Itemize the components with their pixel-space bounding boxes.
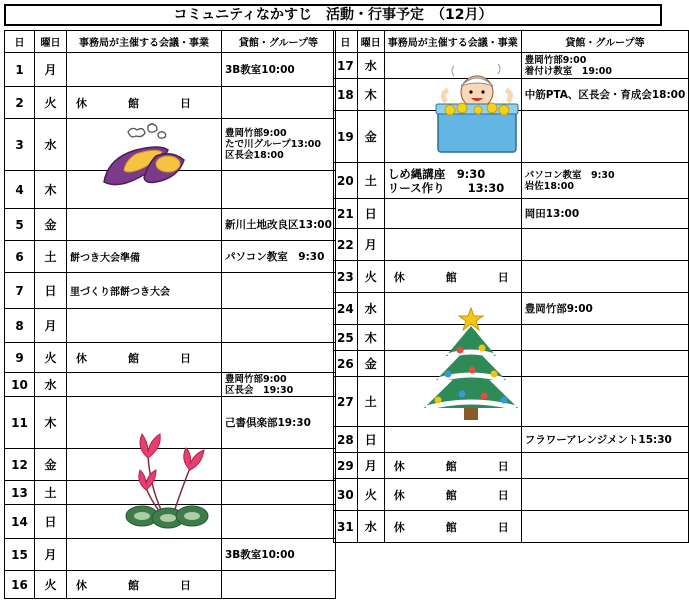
table-row (334, 163, 689, 199)
table-row (5, 87, 336, 119)
day-cell: 18 (334, 79, 358, 111)
closed-notice (388, 487, 509, 503)
group-event-line: フラワーアレンジメント15:30 (524, 433, 672, 446)
group-event-line: パソコン教室 9:30 (225, 250, 325, 263)
group-event-cell (222, 309, 336, 343)
closed-char: 日 (180, 578, 191, 592)
weekday-cell: 月 (35, 53, 67, 87)
group-event-line: パソコン教室 9:30 (524, 169, 615, 181)
group-event-line: 豊岡竹部9:00 (524, 302, 593, 315)
group-event-line: 豊岡竹部9:00 (524, 54, 587, 66)
office-event-cell (67, 87, 222, 119)
closed-char: 日 (180, 351, 191, 365)
group-event-line: 新川土地改良区13:00 (225, 218, 332, 231)
office-event-cell (67, 309, 222, 343)
group-event-cell (222, 373, 336, 397)
group-event-cell (222, 53, 336, 87)
closed-notice (388, 458, 509, 474)
group-event-cell (222, 397, 336, 449)
christmas-tree-illustration (418, 304, 524, 422)
closed-notice (388, 519, 509, 535)
group-event-cell (222, 273, 336, 309)
group-event-cell (222, 505, 336, 539)
closed-char: 休 (393, 520, 405, 534)
weekday-cell: 土 (35, 481, 67, 505)
group-event-cell (521, 377, 689, 427)
weekday-cell: 日 (357, 427, 384, 453)
group-event-line: 3B教室10:00 (225, 63, 295, 76)
closed-char: 館 (128, 351, 139, 365)
weekday-cell: 月 (35, 539, 67, 571)
page-title: コミュニティなかすじ 活動・行事予定 （12月） (4, 4, 662, 26)
office-event-line: 餅つき大会準備 (70, 253, 140, 264)
table-row (5, 273, 336, 309)
closed-char: 休 (76, 96, 87, 110)
group-event-cell (521, 111, 689, 163)
group-event-cell (222, 571, 336, 599)
group-event-cell (521, 79, 689, 111)
office-event-cell (67, 343, 222, 373)
office-event-cell (67, 373, 222, 397)
group-event-cell (521, 511, 689, 543)
weekday-cell: 月 (35, 309, 67, 343)
weekday-cell: 火 (357, 261, 384, 293)
closed-char: 日 (180, 96, 191, 110)
group-event-cell (521, 53, 689, 79)
day-cell: 26 (334, 351, 358, 377)
office-event-cell (67, 273, 222, 309)
group-event-cell (521, 351, 689, 377)
group-event-cell (222, 209, 336, 241)
day-cell: 1 (5, 53, 35, 87)
table-row (5, 209, 336, 241)
day-cell: 2 (5, 87, 35, 119)
group-event-line: 区長会 19:30 (225, 384, 294, 396)
weekday-cell: 水 (357, 53, 384, 79)
group-event-line: 岩佐18:00 (524, 180, 574, 192)
closed-char: 休 (76, 351, 87, 365)
table-row (334, 427, 689, 453)
group-event-cell (222, 343, 336, 373)
group-event-cell (521, 229, 689, 261)
office-event-cell (384, 427, 521, 453)
closed-char: 日 (497, 488, 509, 502)
group-event-cell (222, 241, 336, 273)
weekday-cell: 木 (35, 171, 67, 209)
day-cell: 8 (5, 309, 35, 343)
table-row (5, 241, 336, 273)
table-row (5, 571, 336, 599)
day-cell: 6 (5, 241, 35, 273)
day-cell: 21 (334, 199, 358, 229)
office-event-cell (384, 261, 521, 293)
closed-char: 館 (445, 270, 457, 284)
day-cell: 29 (334, 453, 358, 479)
group-event-line: 豊岡竹部9:00 (225, 373, 287, 385)
office-event-cell (384, 199, 521, 229)
header-office: 事務局が主催する会議・事業 (67, 31, 222, 53)
closed-char: 休 (393, 488, 405, 502)
group-event-line: 己書倶楽部19:30 (225, 416, 311, 429)
day-cell: 22 (334, 229, 358, 261)
day-cell: 24 (334, 293, 358, 325)
header-row (334, 31, 689, 53)
closed-char: 日 (497, 459, 509, 473)
day-cell: 3 (5, 119, 35, 171)
office-event-line: しめ縄講座 9:30 (387, 166, 486, 181)
weekday-cell: 土 (357, 377, 384, 427)
group-event-cell (222, 119, 336, 171)
table-row (5, 309, 336, 343)
day-cell: 25 (334, 325, 358, 351)
table-row (334, 479, 689, 511)
closed-notice (70, 95, 191, 111)
office-event-cell (384, 479, 521, 511)
day-cell: 5 (5, 209, 35, 241)
closed-char: 館 (445, 488, 457, 502)
group-event-cell (521, 199, 689, 229)
closed-notice (70, 350, 191, 366)
day-cell: 17 (334, 53, 358, 79)
group-event-cell (521, 453, 689, 479)
office-event-cell (384, 453, 521, 479)
group-event-cell (222, 449, 336, 481)
weekday-cell: 月 (357, 229, 384, 261)
weekday-cell: 日 (357, 199, 384, 229)
group-event-line: 岡田13:00 (524, 207, 580, 220)
table-row (5, 373, 336, 397)
day-cell: 28 (334, 427, 358, 453)
group-event-cell (521, 293, 689, 325)
day-cell: 30 (334, 479, 358, 511)
day-cell: 20 (334, 163, 358, 199)
closed-char: 日 (497, 270, 509, 284)
closed-char: 休 (393, 270, 405, 284)
weekday-cell: 火 (35, 87, 67, 119)
header-day: 日 (5, 31, 35, 53)
table-row (334, 511, 689, 543)
day-cell: 14 (5, 505, 35, 539)
table-row (5, 53, 336, 87)
day-cell: 11 (5, 397, 35, 449)
header-row (5, 31, 336, 53)
day-cell: 31 (334, 511, 358, 543)
day-cell: 16 (5, 571, 35, 599)
day-cell: 12 (5, 449, 35, 481)
office-event-cell (384, 511, 521, 543)
header-day: 日 (334, 31, 358, 53)
group-event-line: 着付け教室 19:00 (524, 65, 612, 77)
weekday-cell: 金 (357, 351, 384, 377)
office-event-line: 里づくり部餅つき大会 (70, 287, 170, 298)
group-event-line: 区長会18:00 (225, 150, 284, 161)
closed-char: 日 (497, 520, 509, 534)
weekday-cell: 火 (35, 571, 67, 599)
day-cell: 15 (5, 539, 35, 571)
table-row (334, 229, 689, 261)
closed-notice (388, 269, 509, 285)
day-cell: 19 (334, 111, 358, 163)
closed-char: 休 (76, 578, 87, 592)
group-event-line: 3B教室10:00 (225, 548, 295, 561)
group-event-cell (222, 171, 336, 209)
closed-char: 休 (393, 459, 405, 473)
day-cell: 4 (5, 171, 35, 209)
closed-notice (70, 577, 191, 593)
office-event-cell (67, 241, 222, 273)
closed-char: 館 (445, 520, 457, 534)
table-row (334, 261, 689, 293)
weekday-cell: 月 (357, 453, 384, 479)
office-event-line: リース作り 13:30 (387, 180, 505, 195)
weekday-cell: 火 (35, 343, 67, 373)
group-event-cell (521, 325, 689, 351)
weekday-cell: 木 (357, 325, 384, 351)
weekday-cell: 日 (35, 505, 67, 539)
table-row (334, 199, 689, 229)
weekday-cell: 土 (357, 163, 384, 199)
weekday-cell: 水 (35, 373, 67, 397)
group-event-cell (521, 163, 689, 199)
group-event-cell (222, 539, 336, 571)
group-event-line: 中筋PTA、区長会・育成会18:00 (524, 88, 686, 101)
weekday-cell: 金 (35, 449, 67, 481)
office-event-cell (384, 229, 521, 261)
header-weekday: 曜日 (357, 31, 384, 53)
table-row (5, 343, 336, 373)
weekday-cell: 水 (35, 119, 67, 171)
closed-char: 館 (128, 96, 139, 110)
weekday-cell: 木 (357, 79, 384, 111)
day-cell: 7 (5, 273, 35, 309)
table-row (334, 453, 689, 479)
group-event-cell (521, 261, 689, 293)
group-event-line: 豊岡竹部9:00 (225, 128, 287, 139)
day-cell: 23 (334, 261, 358, 293)
sweet-potato-illustration (98, 120, 190, 192)
day-cell: 13 (5, 481, 35, 505)
office-event-cell (67, 539, 222, 571)
header-group: 貸館・グループ等 (222, 31, 336, 53)
group-event-cell (222, 87, 336, 119)
office-event-cell (384, 163, 521, 199)
weekday-cell: 金 (35, 209, 67, 241)
bath-illustration (434, 66, 520, 154)
header-weekday: 曜日 (35, 31, 67, 53)
weekday-cell: 火 (357, 479, 384, 511)
header-group: 貸館・グループ等 (521, 31, 689, 53)
weekday-cell: 日 (35, 273, 67, 309)
table-row (5, 539, 336, 571)
office-event-cell (67, 571, 222, 599)
cyclamen-illustration (118, 432, 214, 530)
header-office: 事務局が主催する会議・事業 (384, 31, 521, 53)
group-event-cell (521, 427, 689, 453)
group-event-cell (222, 481, 336, 505)
office-event-cell (67, 209, 222, 241)
group-event-cell (521, 479, 689, 511)
weekday-cell: 水 (357, 511, 384, 543)
closed-char: 館 (128, 578, 139, 592)
weekday-cell: 土 (35, 241, 67, 273)
weekday-cell: 木 (35, 397, 67, 449)
office-event-cell (67, 53, 222, 87)
day-cell: 9 (5, 343, 35, 373)
day-cell: 10 (5, 373, 35, 397)
day-cell: 27 (334, 377, 358, 427)
group-event-line: たで川グループ13:00 (225, 139, 321, 150)
weekday-cell: 水 (357, 293, 384, 325)
closed-char: 館 (445, 459, 457, 473)
weekday-cell: 金 (357, 111, 384, 163)
